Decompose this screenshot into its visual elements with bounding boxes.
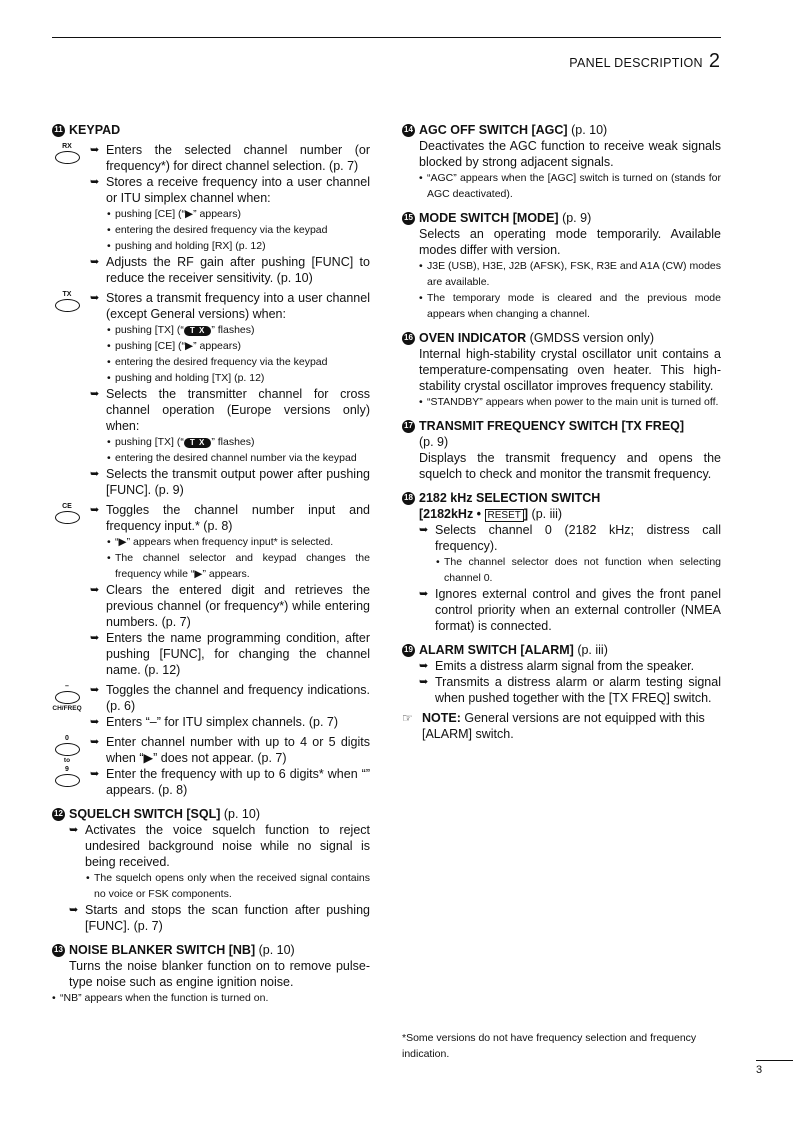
ce-key	[52, 502, 82, 524]
section-tx-freq	[402, 418, 721, 482]
arrow-icon: ➥	[90, 684, 100, 696]
section-number: 13	[52, 944, 65, 957]
section-title: KEYPAD	[69, 123, 121, 137]
arrow-icon: ➥	[90, 176, 100, 188]
key-rx-block: RX ➥ Enters the selected channel number (or frequency*) for direct channel selection. (p. 7) ➥ Stores a receive frequency into a user channel or ITU simplex channel when: • pushing [CE] (“▶” appears) • entering the desired frequency via the keypad • pushing and holding [RX] (p. 12) ➥ Adjusts the RF gain after pushing [FUNC] to reduce the receiver sensitivity. (p. 10)	[52, 142, 370, 286]
section-number: 19	[402, 644, 415, 657]
text: Stores a transmit frequency into a user channel (except General versions) when:	[106, 291, 370, 321]
arrow-icon: ➥	[419, 588, 429, 600]
arrow-icon: ➥	[90, 256, 100, 268]
page-ref: (p. iii)	[531, 507, 563, 521]
text: Selects the transmit output power after pushing [FUNC]. (p. 9)	[106, 467, 370, 497]
arrow-icon: ➥	[90, 736, 100, 748]
section-mode: 15 MODE SWITCH [MODE] (p. 9) Selects an operating mode temporarily. Available modes differ with version. • J3E (USB), H3E, J2B (AFSK), FSK, R3E and A1A (CW) modes are available. • The temporary mode is cleared and the previous mode appears when changing a channel.	[402, 210, 721, 322]
section-heading	[402, 490, 721, 506]
reset-box-label: RESET	[485, 509, 524, 522]
top-rule	[52, 37, 721, 38]
section-number: 15	[402, 212, 415, 225]
bullet-text: entering the desired channel number via the keypad	[115, 452, 357, 464]
key-digits-block	[52, 734, 370, 798]
section-title: ALARM SWITCH [ALARM]	[419, 643, 574, 657]
section-noise-blanker: 13 NOISE BLANKER SWITCH [NB] (p. 10) Turns the noise blanker function on to remove pulse-type noise such as engine ignition noise. • “NB” appears when the function is turned on.	[52, 943, 370, 1004]
text: Emits a distress alarm signal from the speaker.	[435, 659, 695, 673]
page-ref: (GMDSS version only)	[529, 331, 655, 345]
text: Internal high-stability crystal oscillator unit contains a temperature-compensating oven heater. This high-stability crystal oscillator improves frequency stability.	[419, 347, 721, 393]
page-ref: (p. 10)	[258, 943, 295, 957]
section-oven-indicator: 16 OVEN INDICATOR (GMDSS version only) Internal high-stability crystal oscillator unit contains a temperature-compensating oven heater. This high-stability crystal oscillator improves frequency stability. • “STANDBY” appears when power to the main unit is turned off.	[402, 330, 721, 410]
arrow-icon: ➥	[90, 292, 100, 304]
bullet-text: entering the desired frequency via the keypad	[115, 356, 328, 368]
bullet-text: “AGC” appears when the [AGC] switch is turned on (stands for AGC deactivated).	[427, 172, 721, 200]
note-label: NOTE:	[422, 711, 461, 725]
bullet-text: The temporary mode is cleared and the previous mode appears when changing a channel.	[427, 292, 721, 320]
section-title: MODE SWITCH [MODE]	[419, 211, 559, 225]
right-column	[402, 122, 721, 750]
text: Deactivates the AGC function to receive weak signals blocked by strong adjacent signals.	[419, 139, 721, 169]
section-title: SQUELCH SWITCH [SQL]	[69, 807, 221, 821]
note	[402, 710, 721, 742]
text: Turns the noise blanker function on to remove pulse-type noise such as engine ignition noise.	[69, 959, 370, 989]
arrow-icon: ➥	[90, 504, 100, 516]
section-number: 12	[52, 808, 65, 821]
bullet-text: pushing and holding [RX] (p. 12)	[115, 240, 266, 252]
arrow-icon: ➥	[419, 676, 429, 688]
page-number: 3	[756, 1064, 763, 1076]
text: Starts and stops the scan function after pushing [FUNC]. (p. 7)	[85, 903, 370, 933]
section-2182khz: 18 2182 kHz SELECTION SWITCH [2182kHz • RESET ] (p. iii) ➥ Selects channel 0 (2182 kHz; distress call frequency). • The channel selector does not function when selecting channel 0. ➥ Ignores external control and gives the front panel control priority when an external controller (NMEA format) is connected.	[402, 490, 721, 634]
text: Clears the entered digit and retrieves the previous channel (or frequency*) while entering numbers. (p. 7)	[106, 583, 370, 629]
bullet-text: pushing [TX] (“	[115, 436, 184, 448]
arrow-icon: ➥	[90, 468, 100, 480]
digit-key-top-label: 0	[65, 735, 69, 742]
key-oval-icon	[55, 774, 80, 787]
arrow-icon: ➥	[90, 632, 100, 644]
digit-key-bottom-label: 9	[65, 766, 69, 773]
subtitle-text: ]	[523, 507, 529, 521]
chfreq-key	[52, 682, 82, 713]
rx-key-label: RX	[62, 143, 72, 150]
bullet-text: The squelch opens only when the received signal contains no voice or FSK components.	[94, 872, 370, 900]
text: Displays the transmit frequency and opens the squelch to check and monitor the transmit frequency.	[419, 451, 721, 481]
bullet-text: The channel selector and keypad changes the frequency while “▶” appears.	[115, 552, 370, 580]
arrow-icon: ➥	[69, 904, 79, 916]
arrow-icon: ➥	[69, 824, 79, 836]
text: Selects channel 0 (2182 kHz; distress call frequency).	[435, 523, 721, 553]
section-title: 2182 kHz SELECTION SWITCH	[419, 491, 601, 505]
arrow-icon: ➥	[90, 388, 100, 400]
arrow-icon: ➥	[90, 716, 100, 728]
bullet-text: pushing [CE] (“▶” appears)	[115, 340, 241, 352]
tx-key	[52, 290, 82, 312]
section-subtitle	[419, 506, 721, 522]
section-heading	[402, 642, 721, 658]
page-number-rule	[756, 1060, 793, 1061]
arrow-icon: ➥	[419, 524, 429, 536]
key-oval-icon	[55, 691, 80, 704]
text: Enters “–” for ITU simplex channels. (p. 7)	[106, 715, 339, 729]
tx-key-label: TX	[62, 291, 72, 298]
text: Selects an operating mode temporarily. Available modes differ with version.	[419, 227, 721, 257]
bullet-text: ” flashes)	[211, 436, 255, 448]
page-ref: (p. 9)	[562, 211, 592, 225]
subtitle-text: [2182kHz •	[419, 507, 485, 521]
bullet-text: “▶” appears when frequency input* is selected.	[115, 536, 334, 548]
section-agc: 14 AGC OFF SWITCH [AGC] (p. 10) Deactivates the AGC function to receive weak signals blocked by strong adjacent signals. • “AGC” appears when the [AGC] switch is turned on (stands for AGC deactivated).	[402, 122, 721, 202]
page-header	[569, 50, 720, 73]
key-ce-block: CE ➥ Toggles the channel number input and frequency input.* (p. 8) • “▶” appears when frequency input* is selected. • The channel selector and keypad changes the frequency while “▶” appears. ➥ Clears the entered digit and retrieves the previous channel (or frequency*) while entering numbers. (p. 7) ➥ Enters the name programming condition, after pushing [FUNC], for changing the channel name. (p. 12)	[52, 502, 370, 678]
text: Transmits a distress alarm or alarm testing signal when pushed together with the [TX FREQ] switch.	[435, 675, 721, 705]
text: Activates the voice squelch function to reject undesired background noise while no signal is being received.	[85, 823, 370, 869]
section-heading	[402, 330, 721, 346]
section-heading	[402, 418, 721, 434]
section-number: 14	[402, 124, 415, 137]
section-squelch: 12 SQUELCH SWITCH [SQL] (p. 10) ➥ Activates the voice squelch function to reject undesired background noise while no signal is being received. • The squelch opens only when the received signal contains no voice or FSK components. ➥ Starts and stops the scan function after pushing [FUNC]. (p. 7)	[52, 806, 370, 934]
key-oval-icon	[55, 299, 80, 312]
section-heading	[402, 122, 721, 138]
chapter-number: 2	[708, 50, 720, 72]
section-title: AGC OFF SWITCH [AGC]	[419, 123, 568, 137]
header-title: PANEL DESCRIPTION	[569, 56, 703, 70]
bullet-text: ” flashes)	[211, 324, 255, 336]
bullet-text: The channel selector does not function when selecting channel 0.	[444, 556, 721, 584]
bullet-text: “NB” appears when the function is turned on.	[60, 992, 269, 1004]
section-number: 11	[52, 124, 65, 137]
key-oval-icon	[55, 151, 80, 164]
section-title: NOISE BLANKER SWITCH [NB]	[69, 943, 256, 957]
text: Enter the frequency with up to 6 digits* when “” appears. (p. 8)	[106, 767, 370, 797]
key-chfreq-block	[52, 682, 370, 730]
note-text: General versions are not equipped with this [ALARM] switch.	[422, 711, 705, 741]
section-number: 16	[402, 332, 415, 345]
pointing-hand-icon: ☞	[402, 711, 413, 725]
arrow-icon: ➥	[90, 144, 100, 156]
bullet-text: J3E (USB), H3E, J2B (AFSK), FSK, R3E and A1A (CW) modes are available.	[427, 260, 721, 288]
key-oval-icon	[55, 511, 80, 524]
rx-key	[52, 142, 82, 164]
bullet-text: pushing [CE] (“▶” appears)	[115, 208, 241, 220]
text: Enters the name programming condition, after pushing [FUNC], for changing the channel name. (p. 12)	[106, 631, 370, 677]
chfreq-key-label: CH/FREQ	[52, 705, 82, 712]
arrow-icon: ➥	[419, 660, 429, 672]
text: Adjusts the RF gain after pushing [FUNC] to reduce the receiver sensitivity. (p. 10)	[106, 255, 370, 285]
bullet-text: pushing and holding [TX] (p. 12)	[115, 372, 265, 384]
page-ref: (p. iii)	[577, 643, 608, 657]
section-title: OVEN INDICATOR	[419, 331, 527, 345]
key-oval-icon	[55, 743, 80, 756]
text: Enter channel number with up to 4 or 5 digits when “▶” does not appear. (p. 7)	[106, 735, 370, 765]
section-heading	[52, 806, 370, 822]
text: Selects the transmitter channel for cross channel operation (Europe versions only) when:	[106, 387, 370, 433]
section-alarm	[402, 642, 721, 742]
tx-badge-icon: T X	[184, 326, 211, 336]
arrow-icon: ➥	[90, 584, 100, 596]
page-ref: (p. 10)	[571, 123, 608, 137]
ce-key-label: CE	[62, 503, 72, 510]
text: Toggles the channel and frequency indications. (p. 6)	[106, 683, 370, 713]
text: Enters the selected channel number (or frequency*) for direct channel selection. (p. 7)	[106, 143, 370, 173]
section-heading	[402, 210, 721, 226]
section-keypad	[52, 122, 370, 798]
section-heading	[52, 122, 370, 138]
bullet-text: entering the desired frequency via the keypad	[115, 224, 328, 236]
page-ref: (p. 10)	[223, 807, 261, 821]
section-heading	[52, 942, 370, 958]
section-title: TRANSMIT FREQUENCY SWITCH [TX FREQ]	[419, 419, 685, 433]
text: Stores a receive frequency into a user channel or ITU simplex channel when:	[106, 175, 370, 205]
bullet-text: pushing [TX] (“	[115, 324, 184, 336]
chfreq-key-top-label: –	[65, 683, 69, 690]
footnote: *Some versions do not have frequency selection and frequency indication.	[402, 1032, 697, 1060]
section-number: 18	[402, 492, 415, 505]
bullet-text: “STANDBY” appears when power to the main unit is turned off.	[427, 396, 719, 408]
section-number: 17	[402, 420, 415, 433]
arrow-icon: ➥	[90, 768, 100, 780]
digit-keys	[52, 734, 82, 787]
page-ref: (p. 9)	[419, 435, 449, 449]
tx-badge-icon: T X	[184, 438, 211, 448]
text: Toggles the channel number input and frequency input.* (p. 8)	[106, 503, 370, 533]
left-column	[52, 122, 370, 1014]
key-tx-block: TX ➥ Stores a transmit frequency into a user channel (except General versions) when: • pushing [TX] (“ T X ” flashes) • pushing [CE] (“▶” appears) • entering the desired frequency via the keypad • pushing and holding [TX] (p. 12) ➥ Selects the transmitter channel for cross channel operation (Europe versions only) when: • pushing [TX] (“ T X ” flashes) • entering the desired channel number via the keypad ➥ Selects the transmit output power after pushing [FUNC]. (p. 9)	[52, 290, 370, 498]
digit-key-mid-label: to	[63, 757, 71, 764]
text: Ignores external control and gives the front panel control priority when an external controller (NMEA format) is connected.	[435, 587, 721, 633]
